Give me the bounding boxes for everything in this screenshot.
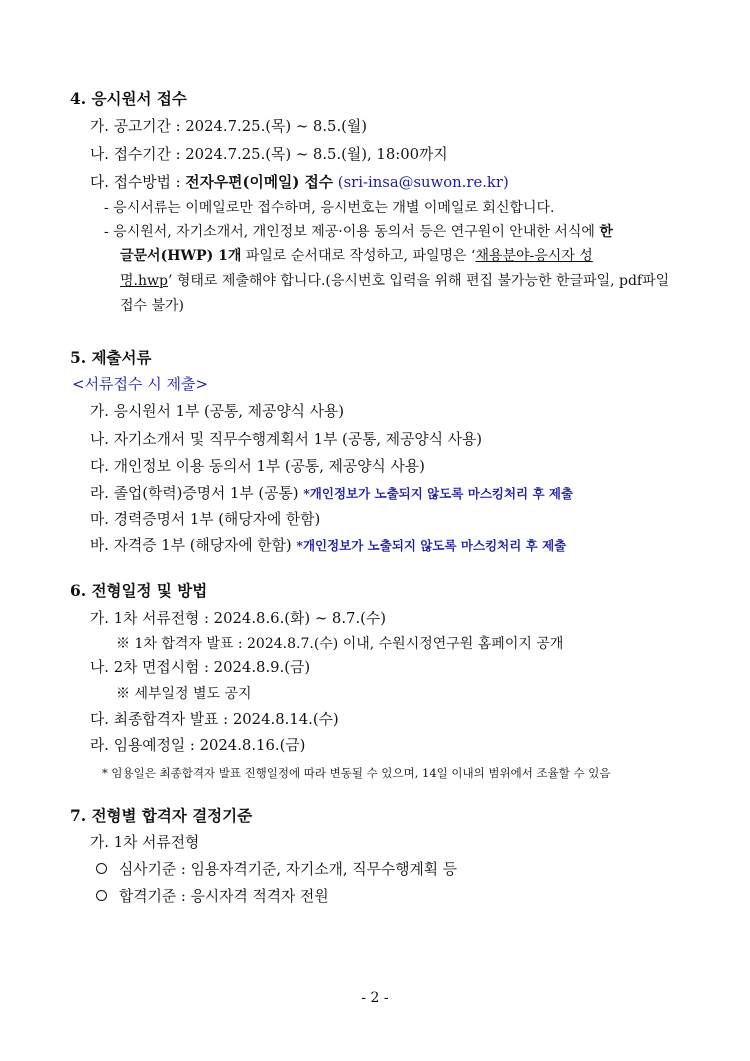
s4-email-link[interactable]: (sri-insa@suwon.re.kr) (333, 174, 509, 191)
s4-bullet-2-text3: ’ 형태로 제출해야 합니다.(응시번호 입력을 위해 편집 불가능한 한글파일, pdf파일 (167, 273, 670, 289)
s5-item-e: 마. 경력증명서 1부 (해당자에 한함) (90, 511, 321, 528)
section-7-title: 7. 전형별 합격자 결정기준 (70, 806, 253, 825)
s5-item-f-text: 바. 자격증 1부 (해당자에 한함) (90, 537, 297, 554)
s6-item-a-note: ※ 1차 합격자 발표 : 2024.8.7.(수) 이내, 수원시정연구원 홈페이지 공개 (116, 636, 564, 652)
s6-footnote: * 임용일은 최종합격자 발표 진행일정에 따라 변동될 수 있으며, 14일 이내의 범위에서 조율할 수 있음 (102, 766, 611, 780)
s4-bullet-2-line2 (120, 246, 593, 266)
s5-item-a: 가. 응시원서 1부 (공통, 제공양식 사용) (90, 403, 344, 420)
s4-item-a: 가. 공고기간 : 2024.7.25.(목) ~ 8.5.(월) (90, 118, 367, 135)
s5-item-d (90, 484, 573, 504)
s5-item-f (90, 536, 566, 556)
s4-bullet-2-line4: 접수 불가) (120, 298, 185, 314)
s4-bullet-2-text: - 응시원서, 자기소개서, 개인정보 제공·이용 동의서 등은 연구원이 안내한 서식에 (104, 224, 600, 240)
s6-item-b-note: ※ 세부일정 별도 공지 (116, 686, 252, 702)
s4-bullet-2-line1 (104, 222, 613, 242)
s4-bullet-2-bold: 한 (599, 224, 613, 240)
s4-item-c-method: 전자우편(이메일) 접수 (185, 174, 334, 191)
section-5-title: 5. 제출서류 (70, 348, 152, 367)
s4-item-c-prefix: 다. 접수방법 : (90, 174, 186, 191)
s5-item-d-note: *개인정보가 노출되지 않도록 마스킹처리 후 제출 (303, 486, 574, 501)
s5-item-c: 다. 개인정보 이용 동의서 1부 (공통, 제공양식 사용) (90, 458, 425, 475)
s7-item-a: 가. 1차 서류전형 (90, 834, 200, 851)
circle-bullet-icon (96, 890, 107, 901)
s4-item-c (90, 173, 509, 193)
page-number: - 2 - (361, 990, 389, 1006)
s7-criterion-2 (96, 887, 329, 907)
s5-item-f-note: *개인정보가 노출되지 않도록 마스킹처리 후 제출 (296, 538, 567, 553)
s6-item-d: 라. 임용예정일 : 2024.8.16.(금) (90, 737, 306, 754)
section-4-title: 4. 응시원서 접수 (70, 89, 187, 108)
s4-item-b: 나. 접수기간 : 2024.7.25.(목) ~ 8.5.(월), 18:00까지 (90, 146, 448, 163)
s7-criterion-2-text: 합격기준 : 응시자격 적격자 전원 (119, 888, 329, 905)
s5-item-d-text: 라. 졸업(학력)증명서 1부 (공통) (90, 485, 304, 502)
section-6-title: 6. 전형일정 및 방법 (70, 581, 208, 600)
s6-item-b: 나. 2차 면접시험 : 2024.8.9.(금) (90, 659, 311, 676)
s7-criterion-1-text: 심사기준 : 임용자격기준, 자기소개, 직무수행계획 등 (119, 861, 458, 878)
s4-bullet-2-filename: 채용분야-응시자 성 (475, 248, 593, 264)
s4-bullet-2-text2: 파일로 순서대로 작성하고, 파일명은 ‘ (241, 248, 476, 264)
s4-bullet-2-line3 (120, 271, 669, 291)
s6-item-c: 다. 최종합격자 발표 : 2024.8.14.(수) (90, 711, 339, 728)
s5-subtitle: <서류접수 시 제출> (72, 375, 209, 393)
s7-criterion-1 (96, 860, 457, 880)
s5-item-b: 나. 자기소개서 및 직무수행계획서 1부 (공통, 제공양식 사용) (90, 431, 483, 448)
s4-bullet-2-filename-end: 명.hwp (120, 273, 168, 289)
s4-bullet-1: - 응시서류는 이메일로만 접수하며, 응시번호는 개별 이메일로 회신합니다. (104, 200, 555, 216)
s6-item-a: 가. 1차 서류전형 : 2024.8.6.(화) ~ 8.7.(수) (90, 610, 386, 627)
s4-bullet-2-hwp: 글문서(HWP) 1개 (120, 248, 242, 264)
circle-bullet-icon (96, 863, 107, 874)
